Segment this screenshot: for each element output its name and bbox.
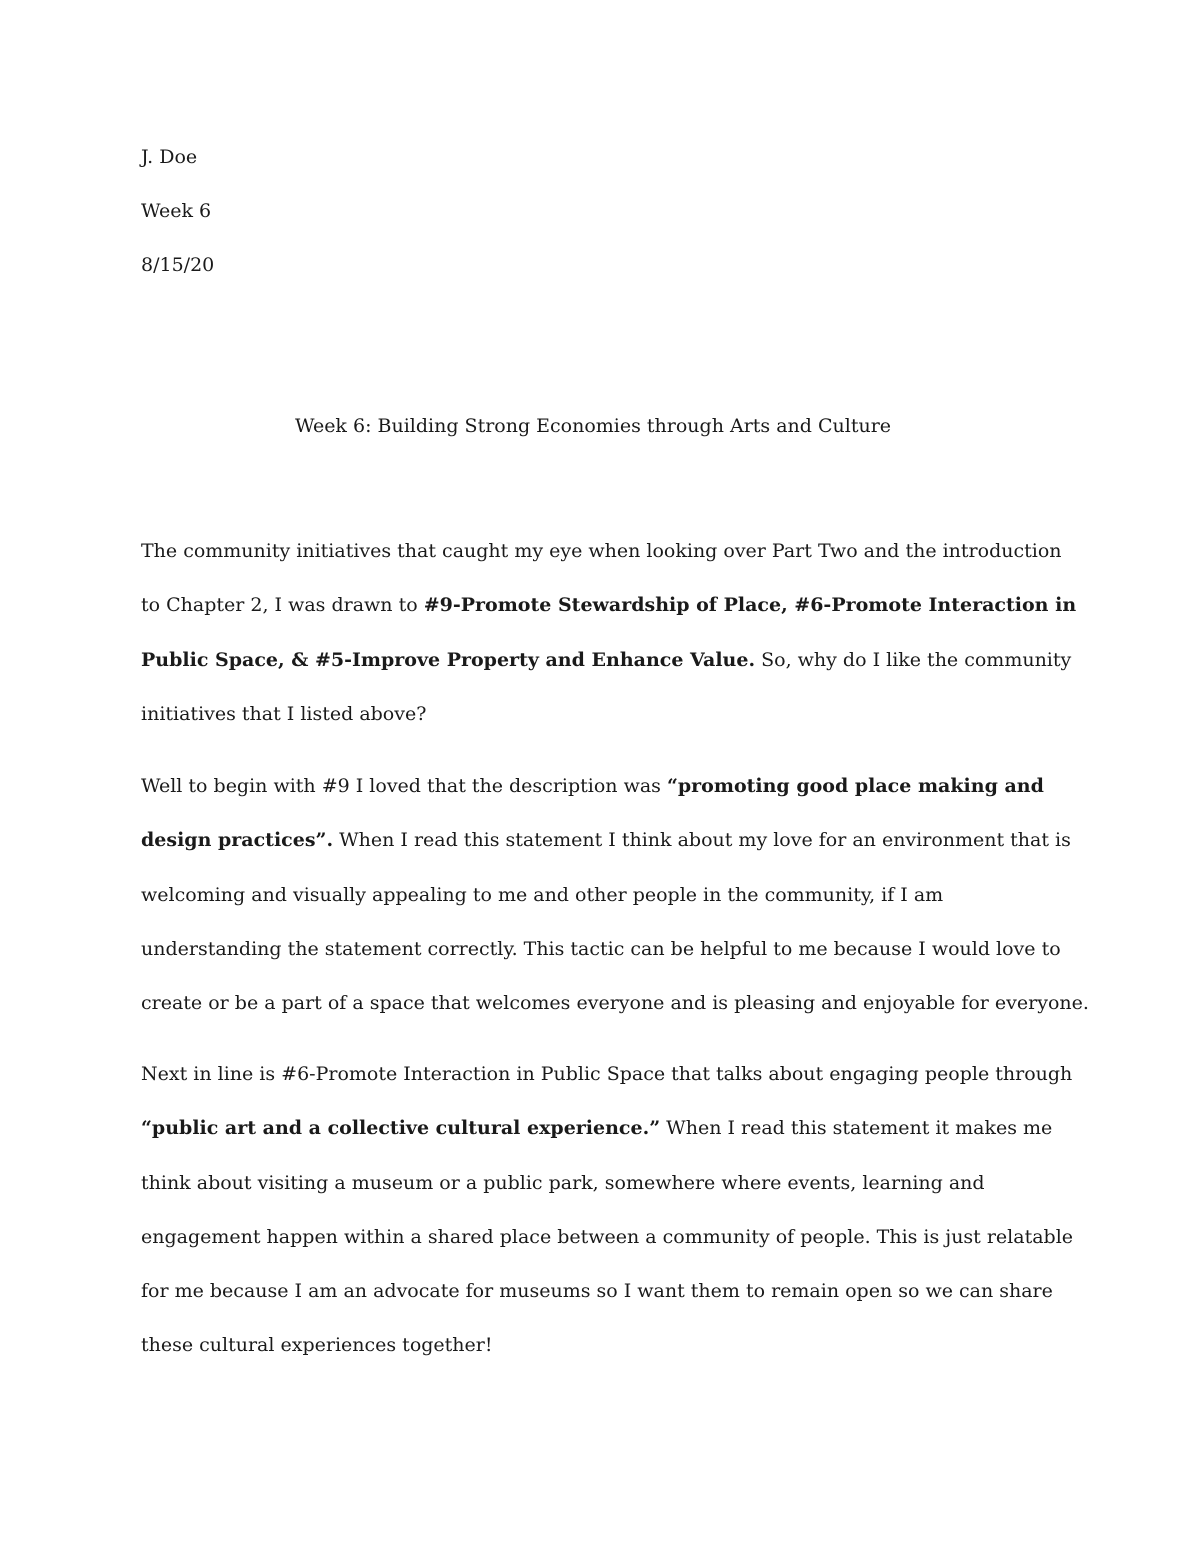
paragraph-line: understanding the statement correctly. This tactic can be helpful to me because I would love to [141,937,1061,960]
paragraph-line: Next in line is #6-Promote Interaction in Public Space that talks about engaging people through [141,1063,1073,1085]
text-run: to Chapter 2, I was drawn to [141,594,424,617]
bold-text-run: design practices”. [141,829,334,852]
text-run: When I read this statement it makes me [660,1117,1053,1140]
text-run: When I read this statement I think about my love for an environment that is [333,829,1071,852]
bold-text-run: “public art and a collective cultural experience.” [141,1117,661,1140]
bold-text-run: #9-Promote Stewardship of Place, #6-Promote Interaction in [423,594,1077,617]
document-title: Week 6: Building Strong Economies through Arts and Culture [294,415,892,437]
paragraph-line: think about visiting a museum or a public park, somewhere where events, learning and [141,1171,985,1194]
bold-text-run: “promoting good place making and [666,775,1044,797]
paragraph-line [141,1101,1061,1155]
paragraph-line [141,759,1061,813]
document-date: 8/15/20 [141,254,215,276]
paragraph-line: for me because I am an advocate for museums so I want them to remain open so we can share [141,1280,1053,1303]
week-label: Week 6 [141,200,212,222]
bold-text-run: Public Space, & #5-Improve Property and Enhance Value. [141,648,756,671]
paragraph-line [141,813,1071,867]
paragraph-line: these cultural experiences together! [141,1334,493,1357]
paragraph-line: create or be a part of a space that welcomes everyone and is pleasing and enjoyable for everyone. [141,992,1089,1015]
paragraph-line: engagement happen within a shared place between a community of people. This is just relatable [141,1225,1074,1248]
text-run: Well to begin with #9 I loved that the description was [141,775,667,797]
paragraph-3 [141,1047,1074,1373]
paragraph-line [141,633,1072,687]
paragraph-line [141,578,1077,632]
paragraph-2 [141,759,1089,1030]
paragraph-line: welcoming and visually appealing to me and other people in the community, if I am [141,883,944,906]
paragraph-line: initiatives that I listed above? [141,702,427,725]
paragraph-line: The community initiatives that caught my eye when looking over Part Two and the introduction [141,540,1062,562]
paragraph-1 [141,524,1077,741]
text-run: So, why do I like the community [755,648,1072,671]
author-name: J. Doe [141,146,198,168]
